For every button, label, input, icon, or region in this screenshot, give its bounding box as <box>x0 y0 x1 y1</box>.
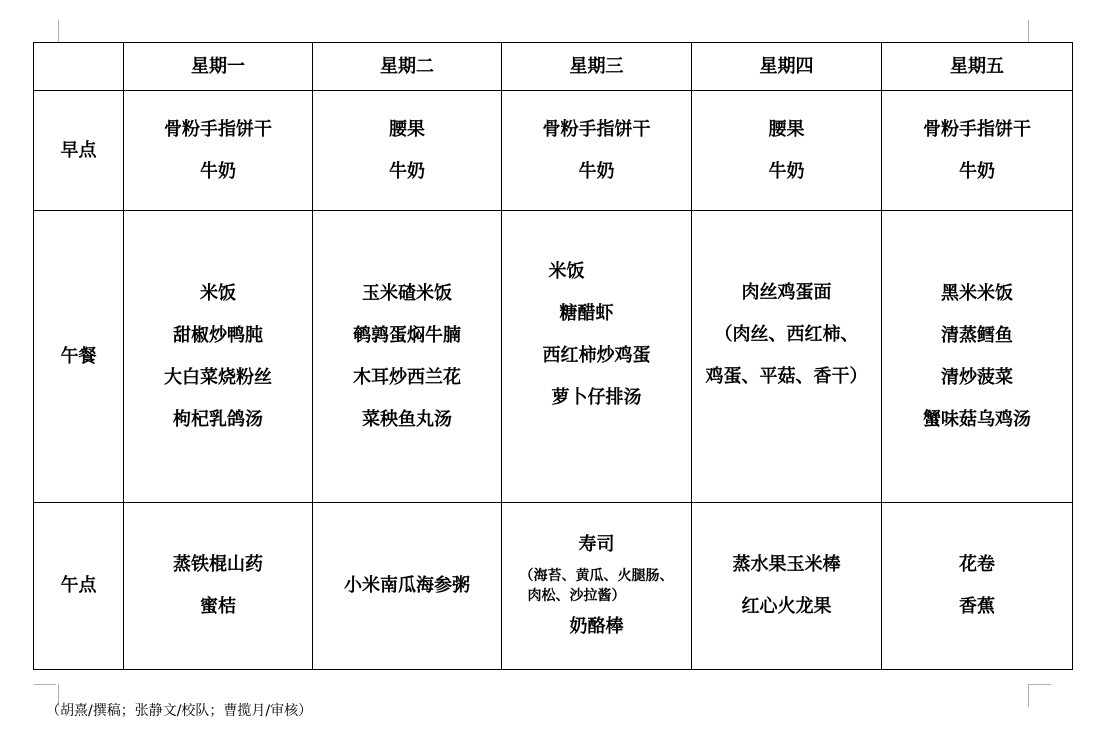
menu-item: 牛奶 <box>200 160 236 182</box>
menu-item: 骨粉手指饼干 <box>923 118 1031 140</box>
menu-item-detail: 肉松、沙拉酱） <box>527 588 626 604</box>
menu-item: 花卷 <box>959 554 995 575</box>
crop-mark-bottom-right <box>1028 684 1051 707</box>
header-row <box>34 43 1073 91</box>
menu-item: 米饭 <box>200 282 236 304</box>
menu-item: 蜜桔 <box>200 596 236 617</box>
snack-monday <box>124 503 313 670</box>
menu-item: 香蕉 <box>959 596 995 617</box>
menu-item: 牛奶 <box>578 160 615 182</box>
weekly-menu-table <box>33 42 1073 670</box>
menu-item: 牛奶 <box>959 160 995 182</box>
lunch-friday <box>882 211 1073 503</box>
crop-mark-top-left <box>58 20 59 42</box>
menu-item: 甜椒炒鸭肫 <box>173 324 263 346</box>
menu-item: 奶酪棒 <box>569 616 624 637</box>
menu-item: 蟹味菇乌鸡汤 <box>923 408 1031 430</box>
snack-wednesday <box>502 503 692 670</box>
menu-item: 寿司 <box>578 534 615 555</box>
menu-item: 清蒸鳕鱼 <box>941 324 1013 346</box>
author-credits: （胡熹/撰稿；张静文/校队；曹揽月/审核） <box>46 703 313 719</box>
day-header-wednesday: 星期三 <box>502 43 692 91</box>
menu-item: 清炒菠菜 <box>941 366 1013 388</box>
menu-item: 菜秧鱼丸汤 <box>362 408 452 430</box>
menu-item-detail: （海苔、黄瓜、火腿肠、 <box>519 568 674 584</box>
day-header-monday: 星期一 <box>124 43 313 91</box>
lunch-monday <box>124 211 313 503</box>
menu-item: 萝卜仔排汤 <box>551 386 642 408</box>
breakfast-row <box>34 91 1073 211</box>
lunch-tuesday <box>313 211 502 503</box>
day-header-thursday: 星期四 <box>692 43 882 91</box>
menu-item: 米饭 <box>548 260 585 282</box>
row-header-lunch: 午餐 <box>34 211 124 503</box>
snack-tuesday <box>313 503 502 670</box>
breakfast-monday <box>124 91 313 211</box>
menu-item: 玉米碴米饭 <box>362 282 452 304</box>
menu-item: 黑米米饭 <box>941 282 1013 304</box>
lunch-row <box>34 211 1073 503</box>
corner-cell <box>34 43 124 91</box>
menu-item: 骨粉手指饼干 <box>164 118 272 140</box>
lunch-wednesday <box>502 211 692 503</box>
menu-item: 红心火龙果 <box>741 596 832 617</box>
menu-item: 骨粉手指饼干 <box>542 118 651 140</box>
row-header-afternoon-snack: 午点 <box>34 503 124 670</box>
menu-item: 腰果 <box>768 118 805 140</box>
crop-mark-top-right <box>1028 20 1029 42</box>
breakfast-thursday <box>692 91 882 211</box>
breakfast-friday <box>882 91 1073 211</box>
menu-item: 蒸铁棍山药 <box>173 554 263 575</box>
snack-thursday <box>692 503 882 670</box>
snack-row <box>34 503 1073 670</box>
menu-item: 大白菜烧粉丝 <box>164 366 272 388</box>
snack-friday <box>882 503 1073 670</box>
breakfast-wednesday <box>502 91 692 211</box>
day-header-friday: 星期五 <box>882 43 1073 91</box>
menu-item: 糖醋虾 <box>559 302 614 324</box>
day-header-tuesday: 星期二 <box>313 43 502 91</box>
menu-item: 枸杞乳鸽汤 <box>173 408 263 430</box>
menu-item: 肉丝鸡蛋面 <box>741 281 832 303</box>
menu-item: 鸡蛋、平菇、香干） <box>705 365 868 387</box>
menu-item: 蒸水果玉米棒 <box>732 554 841 575</box>
breakfast-tuesday <box>313 91 502 211</box>
menu-item: （肉丝、西红柿、 <box>714 323 859 345</box>
menu-item: 腰果 <box>389 118 425 140</box>
menu-item: 西红柿炒鸡蛋 <box>542 344 651 366</box>
menu-item: 小米南瓜海参粥 <box>344 575 470 596</box>
row-header-breakfast: 早点 <box>34 91 124 211</box>
crop-mark-bottom-left <box>34 684 56 685</box>
menu-item: 鹌鹑蛋焖牛腩 <box>353 324 461 346</box>
menu-item: 牛奶 <box>389 160 425 182</box>
menu-item: 牛奶 <box>768 160 805 182</box>
menu-item: 木耳炒西兰花 <box>353 366 461 388</box>
lunch-thursday <box>692 211 882 503</box>
